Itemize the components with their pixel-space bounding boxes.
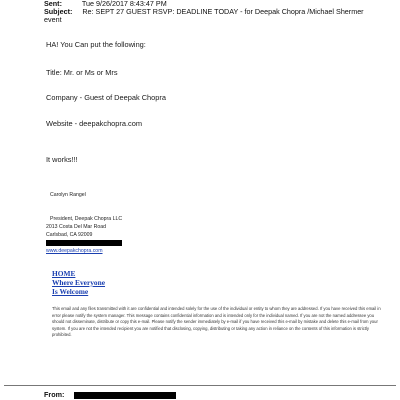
home-link-line-1: HOME — [52, 269, 76, 278]
subject-value: Re: SEPT 27 GUEST RSVP: DEADLINE TODAY - for Deepak Chopra /Michael Shermer — [82, 7, 364, 16]
home-link-line-2: Where Everyone — [52, 278, 106, 287]
subject-row — [44, 8, 364, 16]
body-line-1: HA! You Can put the following: — [46, 40, 146, 49]
sent-value: Tue 9/26/2017 8:43:47 PM — [81, 0, 167, 8]
home-link[interactable] — [52, 269, 105, 296]
from-row — [44, 391, 64, 399]
body-line-3: Company - Guest of Deepak Chopra — [46, 93, 166, 102]
redaction-bar — [46, 240, 122, 246]
from-redaction-bar — [74, 392, 176, 399]
subject-label: Subject: — [44, 7, 73, 16]
sent-label: Sent: — [44, 0, 62, 8]
signature-address-2: Carlsbad, CA 92009 — [46, 232, 93, 238]
home-link-line-3: Is Welcome — [52, 287, 89, 296]
from-label: From: — [44, 390, 65, 399]
signature-website-link[interactable]: www.deepakchopra.com — [46, 248, 103, 254]
body-line-4: Website - deepakchopra.com — [46, 119, 142, 128]
footer-divider — [4, 385, 396, 386]
body-line-2: Title: Mr. or Ms or Mrs — [46, 68, 118, 77]
signature-address-1: 2013 Costa Del Mar Road — [46, 224, 106, 230]
signature-name: Carolyn Rangel — [50, 192, 86, 198]
signature-title: President, Deepak Chopra LLC — [50, 216, 123, 222]
body-line-5: It works!!! — [46, 155, 78, 164]
confidentiality-disclaimer: This email and any files transmitted with it are confidential and intended solely for the use of the individual or entity to whom they are addressed. If you have received this email in error please notify the system manager. This message contains confidential information and is intended only for the individual named. If you are not the named addressee you should not disseminate, distribute or copy this e-mail. Please notify the sender immediately by e-mail if you have received this e-mail by mistake and delete this e-mail from your system. If you are not the intended recipient you are notified that disclosing, copying, distributing or taking any action in reliance on the contents of this information is strictly prohibited. — [52, 306, 381, 338]
subject-continuation: event — [44, 15, 62, 24]
